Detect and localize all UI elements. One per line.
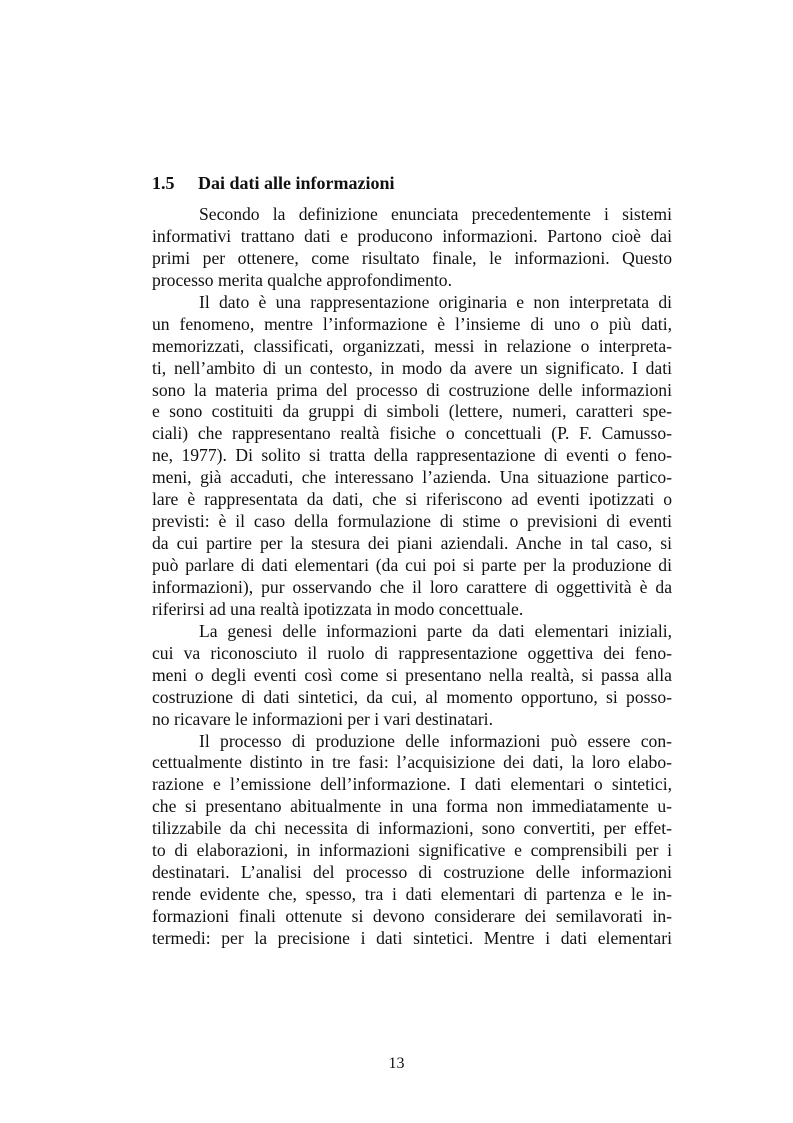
text-line: processo merita qualche approfondimento.: [152, 269, 452, 290]
text-line: sono la materia prima del processo di costruzione delle informazioni: [152, 379, 672, 400]
text-line: lare è rappresentata da dati, che si riferiscono ad eventi ipotizzati o: [152, 489, 672, 510]
text-line: può parlare di dati elementari (da cui poi si parte per la produzione di: [152, 555, 672, 575]
text-line: memorizzati, classificati, organizzati, messi in relazione o interpreta-: [152, 335, 672, 356]
text-line: meni o degli eventi così come si presentano nella realtà, si passa alla: [152, 664, 672, 685]
text-line: previsti: è il caso della formulazione di stime o previsioni di eventi: [152, 511, 672, 532]
page-number: 13: [388, 1055, 405, 1072]
text-line: Secondo la definizione enunciata precedentemente i sistemi: [199, 204, 672, 224]
text-line: che si presentano abitualmente in una forma non immediatamente u-: [152, 796, 672, 817]
paragraph: [152, 621, 672, 731]
text-line: un fenomeno, mentre l’informazione è l’insieme di uno o più dati,: [152, 313, 672, 334]
text-line: rende evidente che, spesso, tra i dati elementari di partenza e le in-: [152, 884, 672, 905]
text-line: informazioni), pur osservando che il loro carattere di oggettività è da: [152, 576, 672, 597]
text-line: cettualmente distinto in tre fasi: l’acquisizione dei dati, la loro elabo-: [152, 752, 672, 773]
body-text: [152, 204, 672, 950]
text-line: e sono costituiti da gruppi di simboli (lettere, numeri, caratteri spe-: [152, 401, 672, 422]
page-content: [152, 170, 672, 950]
text-line: destinatari. L’analisi del processo di costruzione delle informazioni: [152, 862, 672, 883]
section-number: 1.5: [152, 173, 175, 193]
text-line: riferirsi ad una realtà ipotizzata in modo concettuale.: [152, 598, 524, 619]
paragraph: [152, 731, 672, 950]
text-line: La genesi delle informazioni parte da dati elementari iniziali,: [199, 620, 672, 641]
text-line: cui va riconosciuto il ruolo di rappresentazione oggettiva dei feno-: [152, 642, 672, 663]
text-line: to di elaborazioni, in informazioni significative e comprensibili per i: [152, 840, 672, 861]
text-line: primi per ottenere, come risultato finale, le informazioni. Questo: [152, 247, 672, 268]
text-line: ciali) che rappresentano realtà fisiche o concettuali (P. F. Camusso-: [152, 423, 672, 444]
text-line: informativi trattano dati e producono informazioni. Partono cioè dai: [152, 225, 672, 246]
text-line: Il processo di produzione delle informazioni può essere con-: [199, 730, 672, 751]
paragraph: [152, 204, 672, 292]
text-line: da cui partire per la stesura dei piani aziendali. Anche in tal caso, si: [152, 533, 672, 554]
text-line: costruzione di dati sintetici, da cui, al momento opportuno, si posso-: [152, 686, 672, 707]
text-line: no ricavare le informazioni per i vari destinatari.: [152, 708, 493, 729]
section-heading: [152, 170, 672, 196]
section-title: Dai dati alle informazioni: [198, 173, 395, 193]
text-line: ti, nell’ambito di un contesto, in modo da avere un significato. I dati: [152, 357, 672, 378]
text-line: termedi: per la precisione i dati sintetici. Mentre i dati elementari: [152, 927, 672, 948]
text-line: formazioni finali ottenute si devono considerare dei semilavorati in-: [152, 906, 672, 926]
text-line: ne, 1977). Di solito si tratta della rappresentazione di eventi o feno-: [152, 445, 672, 466]
text-line: tilizzabile da chi necessita di informazioni, sono convertiti, per effet-: [152, 818, 672, 839]
text-line: meni, già accaduti, che interessano l’azienda. Una situazione partico-: [152, 467, 672, 488]
text-line: Il dato è una rappresentazione originaria e non interpretata di: [199, 291, 672, 312]
paragraph: [152, 292, 672, 621]
text-line: razione e l’emissione dell’informazione. I dati elementari o sintetici,: [152, 774, 672, 795]
